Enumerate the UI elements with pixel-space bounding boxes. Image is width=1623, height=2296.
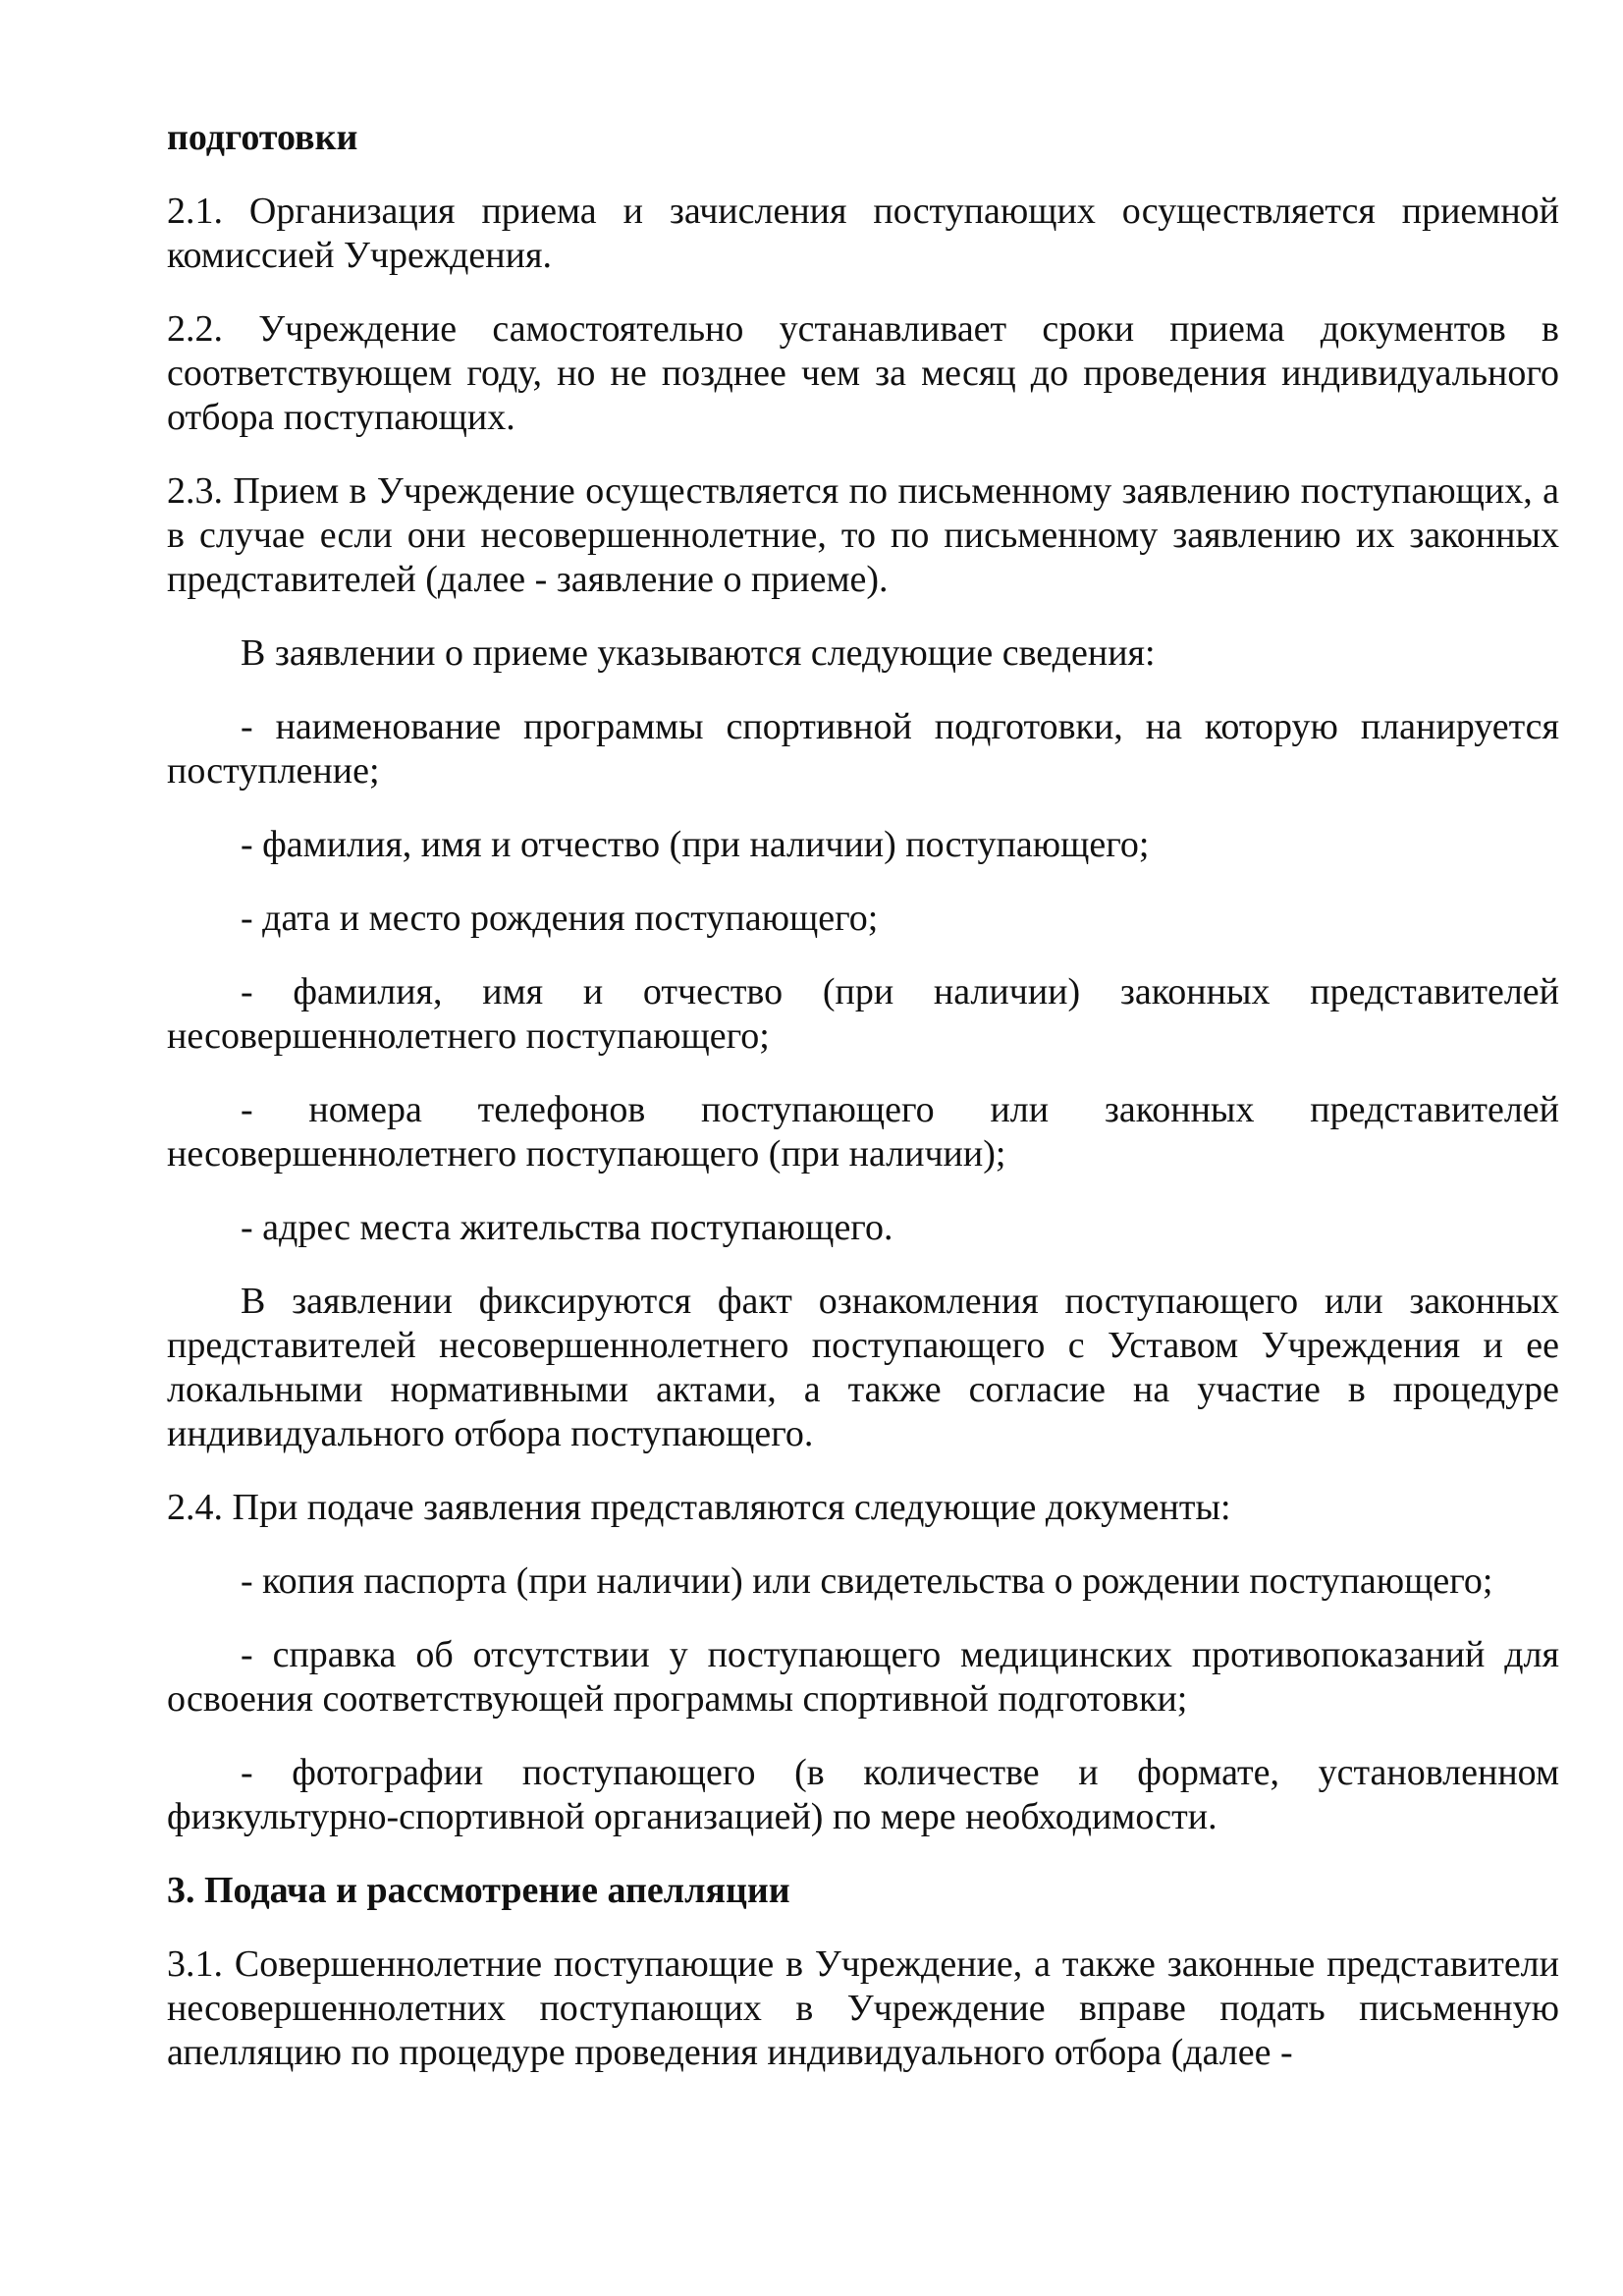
application-intro: В заявлении о приеме указываются следующие сведения: [241, 632, 1156, 674]
paragraph-2-4: 2.4. При подаче заявления представляются следующие документы: [167, 1487, 1231, 1528]
document-item-photos: - фотографии поступающего (в количестве и формате, установленном физкультурно-спортивной организацией) по мере необходимости. [167, 1752, 1559, 1837]
application-item-name: - фамилия, имя и отчество (при наличии) поступающего; [241, 824, 1150, 865]
paragraph-2-3: 2.3. Прием в Учреждение осуществляется по письменному заявлению поступающих, а в случае если они несовершеннолетние, то по письменному заявлению их законных представителей (далее - заявление о приеме). [167, 470, 1559, 600]
heading-continued: подготовки [167, 117, 358, 158]
application-item-representatives: - фамилия, имя и отчество (при наличии) законных представителей несовершеннолетнего поступающего; [167, 971, 1559, 1057]
paragraph-2-1: 2.1. Организация приема и зачисления поступающих осуществляется приемной комиссией Учреждения. [167, 191, 1559, 276]
application-item-program: - наименование программы спортивной подготовки, на которую планируется поступление; [167, 706, 1559, 792]
document-item-passport: - копия паспорта (при наличии) или свидетельства о рождении поступающего; [241, 1560, 1493, 1602]
document-page [167, 116, 1559, 2105]
application-item-phones: - номера телефонов поступающего или законных представителей несовершеннолетнего поступающего (при наличии); [167, 1089, 1559, 1175]
application-note: В заявлении фиксируются факт ознакомления поступающего или законных представителей несовершеннолетнего поступающего с Уставом Учреждения и ее локальными нормативными актами, а также согласие на участие в процедуре индивидуального отбора поступающего. [167, 1281, 1559, 1454]
paragraph-2-2: 2.2. Учреждение самостоятельно устанавливает сроки приема документов в соответствующем году, но не позднее чем за месяц до проведения индивидуального отбора поступающих. [167, 308, 1559, 438]
section-3-heading: 3. Подача и рассмотрение апелляции [167, 1870, 790, 1911]
document-item-medical: - справка об отсутствии у поступающего медицинских противопоказаний для освоения соответствующей программы спортивной подготовки; [167, 1634, 1559, 1720]
application-item-birth: - дата и место рождения поступающего; [241, 898, 879, 939]
paragraph-3-1: 3.1. Совершеннолетние поступающие в Учреждение, а также законные представители несовершеннолетних поступающих в Учреждение вправе подать письменную апелляцию по процедуре проведения индивидуального отбора (далее - [167, 1943, 1559, 2073]
application-item-address: - адрес места жительства поступающего. [241, 1207, 893, 1248]
